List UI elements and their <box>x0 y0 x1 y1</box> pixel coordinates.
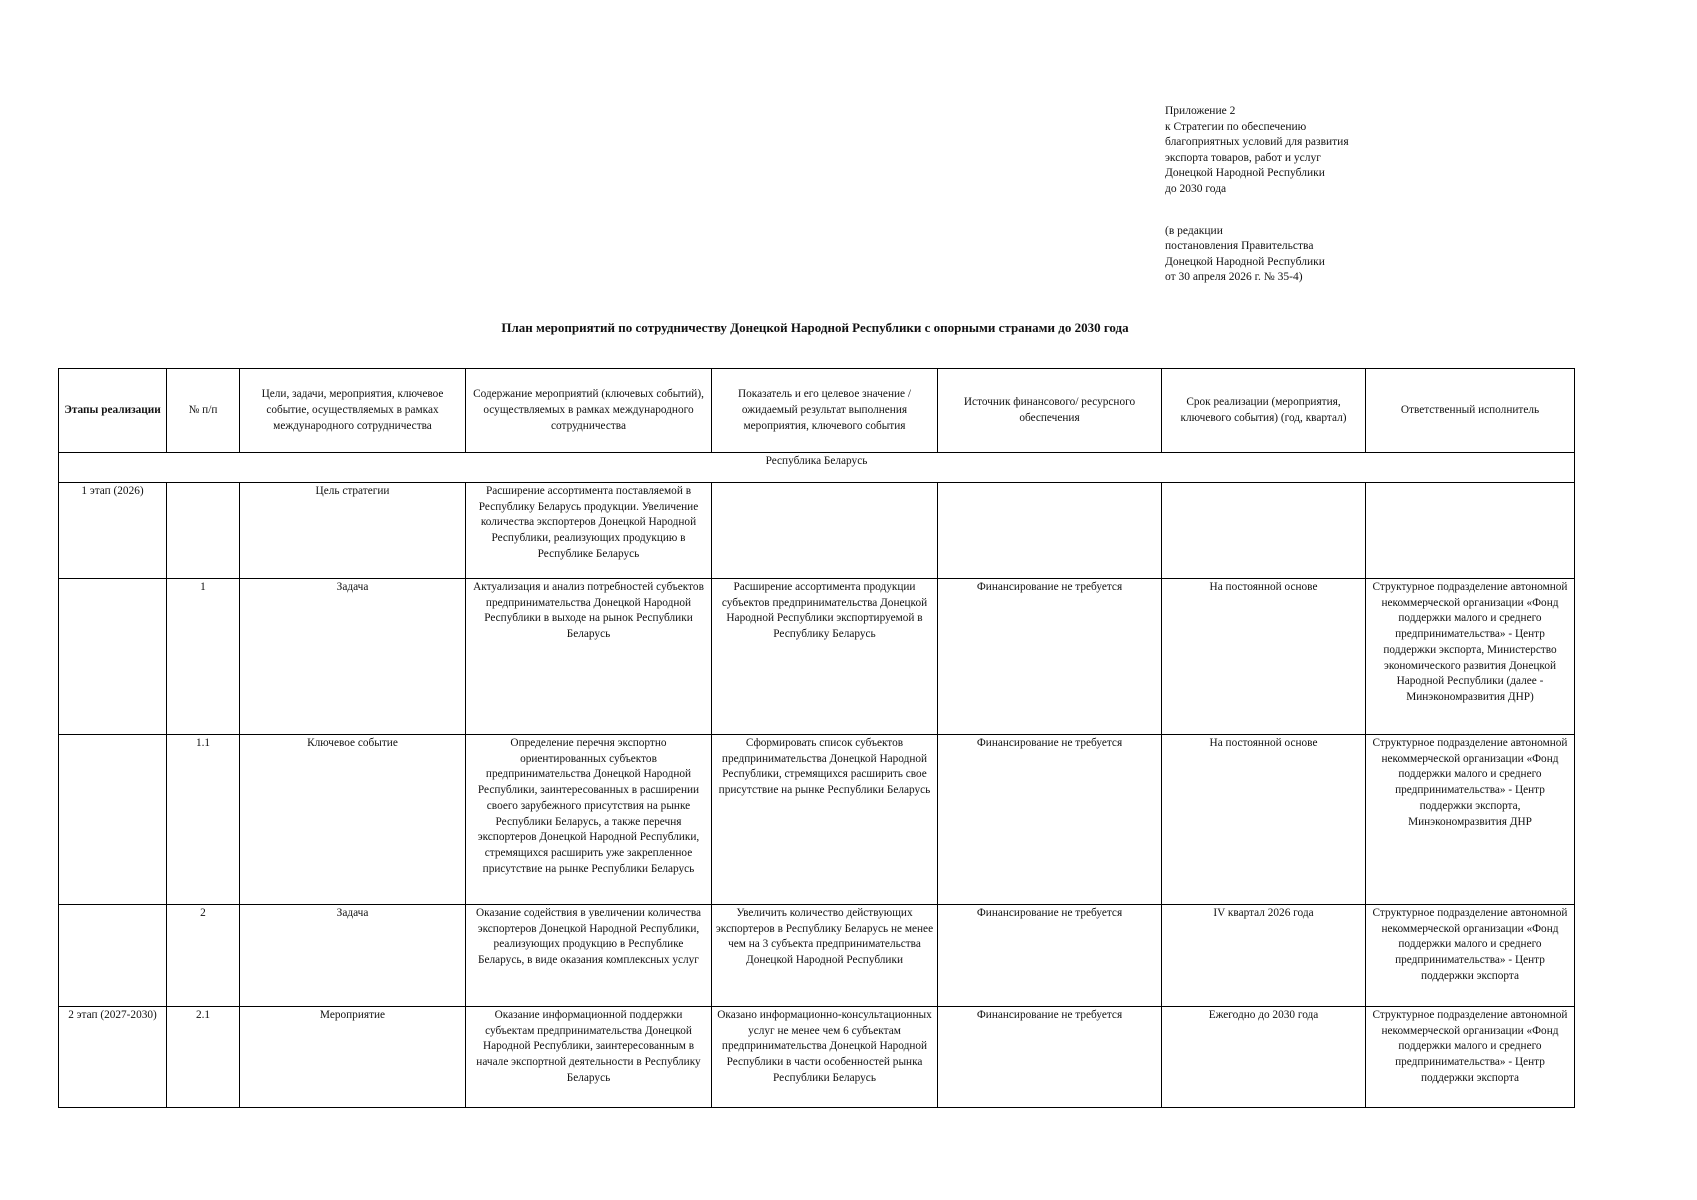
cell-type: Цель стратегии <box>240 483 466 579</box>
appendix-line: Приложение 2 <box>1165 105 1236 117</box>
cell-content: Оказание содействия в увеличении количества экспортеров Донецкой Народной Республики, реализующих продукцию в Республике Беларусь, в виде оказания комплексных услуг <box>466 905 712 1007</box>
table-row <box>59 735 1575 905</box>
appendix-line: до 2030 года <box>1165 182 1227 195</box>
section-title: Республика Беларусь <box>59 453 1575 483</box>
cell-type: Задача <box>240 579 466 735</box>
cell-source <box>938 483 1162 579</box>
cell-stage <box>59 735 167 905</box>
cell-stage: 2 этап (2027-2030) <box>59 1007 167 1108</box>
cell-stage: 1 этап (2026) <box>59 483 167 579</box>
cell-content: Оказание информационной поддержки субъектам предпринимательства Донецкой Народной Республики, заинтересованным в начале экспортной деятельности в Республику Беларусь <box>466 1007 712 1108</box>
table-row <box>59 1007 1575 1108</box>
header-executor: Ответственный исполнитель <box>1366 369 1575 453</box>
cell-executor: Структурное подразделение автономной некоммерческой организации «Фонд поддержки малого и среднего предпринимательства» - Центр поддержки экспорта <box>1366 1007 1575 1108</box>
cell-source: Финансирование не требуется <box>938 579 1162 735</box>
cell-source: Финансирование не требуется <box>938 735 1162 905</box>
cell-term: На постоянной основе <box>1162 735 1366 905</box>
table-header-row <box>59 369 1575 453</box>
appendix-line: Донецкой Народной Республики <box>1165 167 1325 180</box>
cell-content: Расширение ассортимента поставляемой в Республику Беларусь продукции. Увеличение количества экспортеров Донецкой Народной Республики, реализующих продукцию в Республике Беларусь <box>466 483 712 579</box>
table-row <box>59 905 1575 1007</box>
cell-executor: Структурное подразделение автономной некоммерческой организации «Фонд поддержки малого и среднего предпринимательства» - Центр поддержки экспорта <box>1366 905 1575 1007</box>
cell-stage <box>59 905 167 1007</box>
cell-term: IV квартал 2026 года <box>1162 905 1366 1007</box>
cell-number: 2 <box>167 905 240 1007</box>
cell-content: Актуализация и анализ потребностей субъектов предпринимательства Донецкой Народной Республики в выходе на рынок Республики Беларусь <box>466 579 712 735</box>
revision-line: Донецкой Народной Республики <box>1165 255 1325 268</box>
appendix-line: к Стратегии по обеспечению <box>1165 120 1307 133</box>
cell-term: Ежегодно до 2030 года <box>1162 1007 1366 1108</box>
appendix-gap <box>1165 198 1465 224</box>
cell-indicator: Сформировать список субъектов предпринимательства Донецкой Народной Республики, стремящихся расширить свое присутствие на рынке Республики Беларусь <box>712 735 938 905</box>
cell-indicator: Расширение ассортимента продукции субъектов предпринимательства Донецкой Народной Республики экспортируемой в Республику Беларусь <box>712 579 938 735</box>
header-goals: Цели, задачи, мероприятия, ключевое событие, осуществляемых в рамках международного сотрудничества <box>240 369 466 453</box>
revision-line: от 30 апреля 2026 г. № 35-4) <box>1165 271 1303 284</box>
cell-number: 1 <box>167 579 240 735</box>
cell-type: Ключевое событие <box>240 735 466 905</box>
cell-content: Определение перечня экспортно ориентированных субъектов предпринимательства Донецкой Народной Республики, заинтересованных в расширении своего зарубежного присутствия на рынке Республики Беларусь, а также перечня экспортеров Донецкой Народной Республики, стремящихся расширить уже закрепленное присутствие на рынке Республики Беларусь <box>466 735 712 905</box>
cell-number <box>167 483 240 579</box>
header-stage: Этапы реализации <box>59 369 167 453</box>
header-term: Срок реализации (мероприятия, ключевого события) (год, квартал) <box>1162 369 1366 453</box>
cell-source: Финансирование не требуется <box>938 905 1162 1007</box>
header-number: № п/п <box>167 369 240 453</box>
section-row <box>59 453 1575 483</box>
header-indicator: Показатель и его целевое значение / ожидаемый результат выполнения мероприятия, ключевого события <box>712 369 938 453</box>
appendix-line: благоприятных условий для развития <box>1165 136 1349 149</box>
revision-line: (в редакции <box>1165 224 1223 237</box>
cell-executor: Структурное подразделение автономной некоммерческой организации «Фонд поддержки малого и среднего предпринимательства» - Центр поддержки экспорта, Министерство экономического развития Донецкой Народной Республики (далее - Минэкономразвития ДНР) <box>1366 579 1575 735</box>
cell-executor <box>1366 483 1575 579</box>
cell-term: На постоянной основе <box>1162 579 1366 735</box>
header-content: Содержание мероприятий (ключевых событий), осуществляемых в рамках международного сотрудничества <box>466 369 712 453</box>
cell-indicator: Увеличить количество действующих экспортеров в Республику Беларусь не менее чем на 3 субъекта предпринимательства Донецкой Народной Республики <box>712 905 938 1007</box>
table-row <box>59 483 1575 579</box>
cell-indicator <box>712 483 938 579</box>
table-row <box>59 579 1575 735</box>
cell-number: 1.1 <box>167 735 240 905</box>
cell-stage <box>59 579 167 735</box>
cell-indicator: Оказано информационно-консультационных услуг не менее чем 6 субъектам предпринимательства Донецкой Народной Республики в части особенностей рынка Республики Беларусь <box>712 1007 938 1108</box>
plan-table <box>58 368 1575 1108</box>
cell-term <box>1162 483 1366 579</box>
appendix-block <box>1165 104 1465 286</box>
revision-line: постановления Правительства <box>1165 240 1314 253</box>
cell-executor: Структурное подразделение автономной некоммерческой организации «Фонд поддержки малого и среднего предпринимательства» - Центр поддержки экспорта, Минэкономразвития ДНР <box>1366 735 1575 905</box>
cell-number: 2.1 <box>167 1007 240 1108</box>
cell-source: Финансирование не требуется <box>938 1007 1162 1108</box>
cell-type: Мероприятие <box>240 1007 466 1108</box>
appendix-line: экспорта товаров, работ и услуг <box>1165 151 1321 164</box>
document-title: План мероприятий по сотрудничеству Донецкой Народной Республики с опорными странами до 2030 года <box>501 320 1129 335</box>
cell-type: Задача <box>240 905 466 1007</box>
header-source: Источник финансового/ ресурсного обеспечения <box>938 369 1162 453</box>
